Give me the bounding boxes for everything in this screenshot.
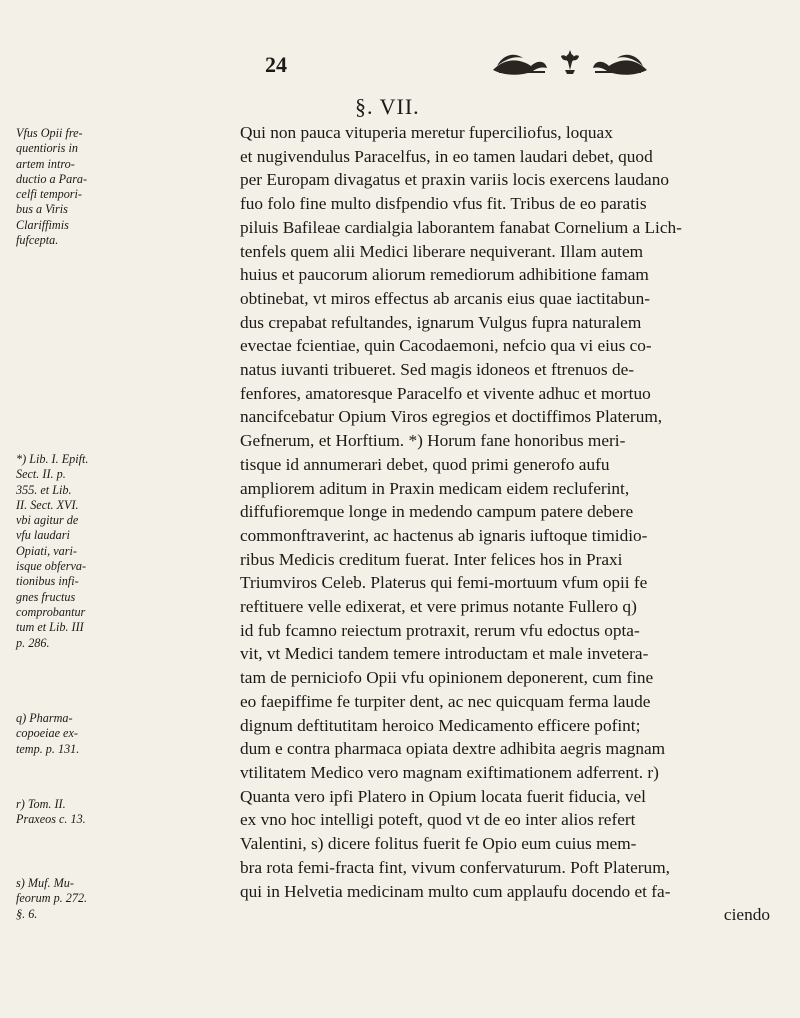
margin-note-line: celfi tempori- [16,187,82,202]
margin-note-line: r) Tom. II. [16,797,66,811]
text-line: reftituere velle edixerat, et vere primus notante Fullero q) [240,597,637,617]
margin-note-line: temp. p. 131. [16,741,80,756]
text-line: nancifcebatur Opium Viros egregios et doctiffimos Platerum, [240,407,663,427]
margin-note-line: ductio a Para- [16,171,88,186]
page-number: 24 [265,52,287,77]
margin-note-line: artem intro- [16,156,75,171]
headpiece-ornament-icon [485,44,655,84]
text-line: evectae fcientiae, quin Cacodaemoni, nefcio qua vi eius co- [240,336,652,356]
text-line: ampliorem aditum in Praxin medicam eidem recluferint, [240,478,630,498]
text-line: Gefnerum, et Horftium. *) Horum fane honoribus meri- [240,431,626,451]
text-line: fenfores, amatoresque Paracelfo et vivente adhuc et mortuo [240,383,651,403]
margin-note-line: Clariffimis [16,217,69,232]
margin-note-line: §. 6. [16,906,38,921]
catchword: ciendo [723,905,770,925]
footnote-star [16,452,226,651]
margin-note-line: II. Sect. XVI. [16,497,79,512]
text-line: bra rota femi-fracta fint, vivum confervaturum. Poft Platerum, [240,857,670,877]
text-line: tisque id annumerari debet, quod primi generofo aufu [240,454,610,474]
margin-note-line: bus a Viris [16,202,68,217]
text-line: dus crepabat refultandes, ignarum Vulgus fupra naturalem [240,312,642,332]
margin-note-line: Vfus Opii fre- [16,126,83,140]
margin-note-line: Opiati, vari- [16,543,77,558]
text-line: tenfels quem alii Medici liberare nequiverant. Illam autem [240,241,644,261]
margin-note-line: q) Pharma- [16,711,73,725]
text-line: Valentini, s) dicere folitus fuerit fe Opio eum cuius mem- [240,834,637,854]
text-line: dum e contra pharmaca opiata dextre adhibita aegris magnam [240,739,666,759]
footnote-s [16,876,226,922]
text-line: Triumviros Celeb. Platerus qui femi-mortuum vfum opii fe [240,573,648,593]
footnote-r [16,797,226,828]
text-line: ex vno hoc intelligi poteft, quod vt de eo inter alios refert [240,810,636,830]
section-heading: §. VII. [355,94,420,119]
margin-note-line: p. 286. [16,635,50,650]
margin-note-line: comprobantur [16,604,86,619]
text-line: dignum deftitutitam heroico Medicamento efficere pofint; [240,715,641,735]
margin-note-line: gnes fructus [16,589,76,604]
footnote-q [16,711,226,757]
text-line: ribus Medicis creditum fuerat. Inter felices hos in Praxi [240,549,623,569]
text-line: Quanta vero ipfi Platero in Opium locata fuerit fiducia, vel [240,786,646,806]
text-line: per Europam divagatus et praxin variis locis exercens laudano [240,170,670,190]
text-line: tam de perniciofo Opii vfu opinionem deponerent, cum fine [240,668,654,688]
text-line: huius et paucorum aliorum remediorum adhibitione famam [240,265,649,285]
margin-note-line: quentioris in [16,141,78,156]
text-line: vit, vt Medici tandem temere introductam et male invetera- [240,644,649,664]
text-line: natus iuvanti tribueret. Sed magis idoneos et ftrenuos de- [240,360,635,380]
text-line: fuo folo fine multo disfpendio vfus fit. Tribus de eo paratis [240,194,647,214]
text-line: piluis Bafileae cardialgia laborantem fanabat Cornelium a Lich- [240,217,682,237]
text-line: commonftraverint, ac hactenus ab ignaris iuftoque timidio- [240,525,648,545]
margin-note-usus-opii [16,126,226,248]
text-line: Qui non pauca vituperia meretur fuperciliofus, loquax [240,123,613,142]
text-line: vtilitatem Medico vero magnam exiftimationem adferrent. r) [240,762,659,782]
text-line: et nugivendulus Paracelfus, in eo tamen laudari debet, quod [240,146,653,166]
margin-note-line: fufcepta. [16,233,59,248]
text-line: eo faepiffime fe turpiter dent, ac nec quicquam ferma laude [240,691,651,711]
margin-note-line: vfu laudari [16,528,70,543]
margin-note-line: *) Lib. I. Epift. [16,452,89,466]
margin-note-line: copoeiae ex- [16,726,78,741]
margin-note-line: vbi agitur de [16,513,79,528]
margin-note-line: isque obferva- [16,559,87,574]
margin-note-line: tum et Lib. III [16,620,84,635]
margin-note-line: s) Muf. Mu- [16,876,74,890]
margin-note-line: Praxeos c. 13. [16,812,86,827]
margin-note-line: tionibus infi- [16,574,79,589]
text-line: obtinebat, vt miros effectus ab arcanis eius quae iactitabun- [240,288,650,308]
margin-note-line: 355. et Lib. [16,482,72,497]
text-line: diffufioremque longe in medendo campum patere debere [240,502,634,522]
text-line: id fub fcamno reiectum protraxit, rerum vfu edoctus opta- [240,620,640,640]
text-line: qui in Helvetia medicinam multo cum applaufu docendo et fa- [240,881,671,901]
margin-note-line: feorum p. 272. [16,891,88,906]
margin-note-line: Sect. II. p. [16,467,66,482]
main-text [240,121,780,927]
